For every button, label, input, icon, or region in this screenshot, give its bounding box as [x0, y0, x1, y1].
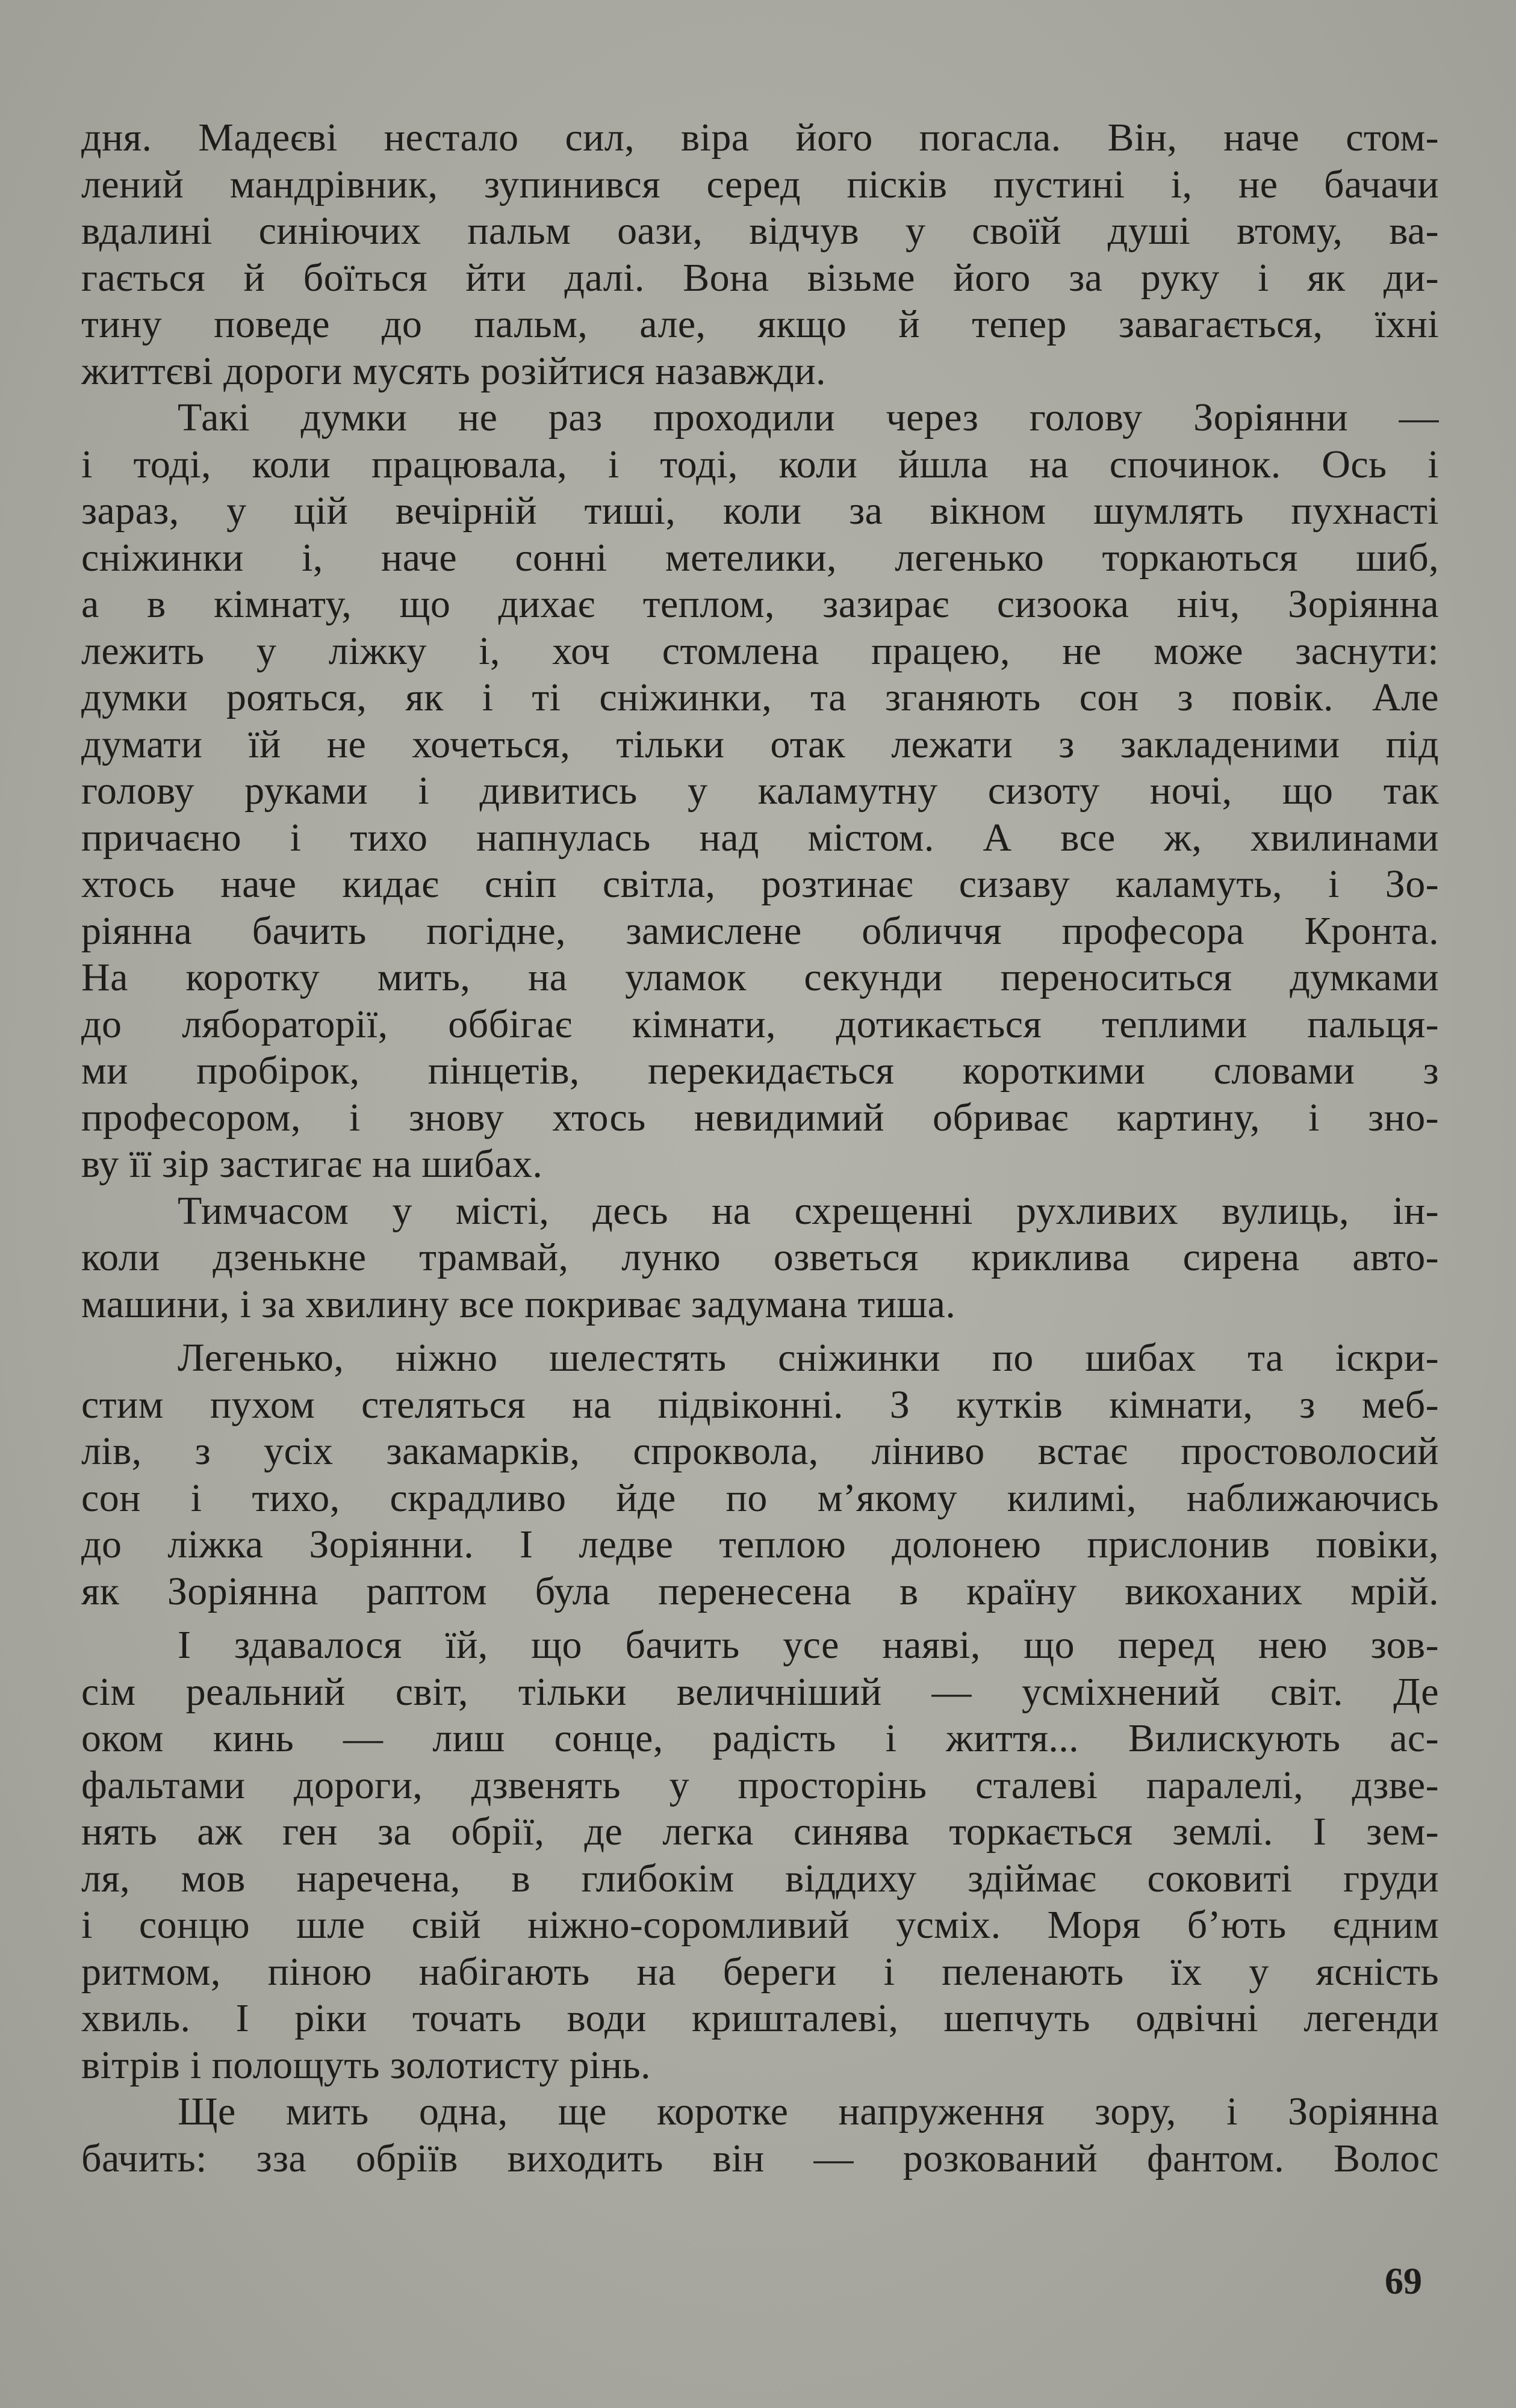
body-text	[81, 114, 1439, 2182]
text-line: Ще мить одна, ще коротке напруження зору, і Зоріянна	[178, 2090, 1439, 2133]
text-line: На коротку мить, на уламок секунди переноситься думками	[81, 955, 1439, 999]
text-line: лежить у ліжку і, хоч стомлена працею, не може заснути:	[81, 628, 1439, 673]
text-line: коли дзенькне трамвай, лунко озветься криклива сирена авто-	[81, 1235, 1439, 1279]
text-line: і сонцю шле свій ніжно-соромливий усміх. Моря б’ють єдним	[81, 1903, 1439, 1947]
text-line: тину поведе до пальм, але, якщо й тепер завагається, їхні	[81, 302, 1439, 346]
text-line: вдалині синіючих пальм оази, відчув у своїй душі втому, ва-	[81, 209, 1439, 253]
text-line: ритмом, піною набігають на береги і пеленають їх у ясність	[81, 1949, 1439, 1994]
text-line: лів, з усіх закамарків, спроквола, ліниво встає простоволосий	[81, 1429, 1439, 1473]
text-line: Тимчасом у місті, десь на схрещенні рухливих вулиць, ін-	[178, 1188, 1439, 1233]
text-line: хвиль. І ріки точать води кришталеві, шепчуть одвічні легенди	[81, 1996, 1439, 2040]
text-line: хтось наче кидає сніп світла, розтинає сизаву каламуть, і Зо-	[81, 862, 1439, 906]
text-line: до ліжка Зоріянни. І ледве теплою долонею прислонив повіки,	[81, 1522, 1439, 1566]
text-line: нять аж ген за обрії, де легка синява торкається землі. І зем-	[81, 1810, 1439, 1854]
text-line: як Зоріянна раптом була перенесена в країну викоханих мрій.	[81, 1569, 1439, 1613]
page-number: 69	[1385, 2261, 1422, 2302]
text-line: дня. Мадеєві нестало сил, віра його погасла. Він, наче стом-	[81, 116, 1439, 160]
text-line: Легенько, ніжно шелестять сніжинки по шибах та іскри-	[178, 1336, 1439, 1380]
text-line: стим пухом стеляться на підвіконні. З кутків кімнати, з меб-	[81, 1382, 1439, 1427]
text-line: сніжинки і, наче сонні метелики, легенько торкаються шиб,	[81, 535, 1439, 580]
text-line: гається й боїться йти далі. Вона візьме його за руку і як ди-	[81, 255, 1439, 300]
text-line: ріянна бачить погідне, замислене обличчя професора Кронта.	[81, 908, 1439, 953]
text-line: зараз, у цій вечірній тиші, коли за вікном шумлять пухнасті	[81, 489, 1439, 533]
text-line: і тоді, коли працювала, і тоді, коли йшла на спочинок. Ось і	[81, 442, 1439, 486]
text-line: думати їй не хочеться, тільки отак лежати з закладеними під	[81, 722, 1439, 766]
text-line: лений мандрівник, зупинився серед пісків пустині і, не бачачи	[81, 162, 1439, 206]
text-line: думки рояться, як і ті сніжинки, та зганяють сон з повік. Але	[81, 675, 1439, 719]
text-line: життєві дороги мусять розійтися назавжди.	[81, 349, 826, 393]
text-line: Такі думки не раз проходили через голову Зоріянни —	[178, 396, 1439, 439]
text-line: а в кімнату, що дихає теплом, зазирає сизоока ніч, Зоріянна	[81, 582, 1439, 626]
text-line: І здавалося їй, що бачить усе наяві, що перед нею зов-	[178, 1623, 1439, 1667]
text-line: сон і тихо, скрадливо йде по м’якому килимі, наближаючись	[81, 1476, 1439, 1520]
text-line: фальтами дороги, дзвенять у просторінь сталеві паралелі, дзве-	[81, 1763, 1439, 1807]
text-line: вітрів і полощуть золотисту рінь.	[81, 2043, 651, 2087]
text-line: ми пробірок, пінцетів, перекидається короткими словами з	[81, 1049, 1439, 1093]
text-line: машини, і за хвилину все покриває задумана тиша.	[81, 1282, 956, 1326]
text-line: сім реальний світ, тільки величніший — усміхнений світ. Де	[81, 1669, 1439, 1714]
text-line: голову руками і дивитись у каламутну сизоту ночі, що так	[81, 769, 1439, 813]
text-line: ля, мов наречена, в глибокім віддиху здіймає соковиті груди	[81, 1856, 1439, 1901]
text-line: оком кинь — лиш сонце, радість і життя... Вилискують ас-	[81, 1716, 1439, 1760]
text-line: до лябораторії, оббігає кімнати, дотикається теплими пальця-	[81, 1002, 1439, 1046]
text-line: бачить: зза обріїв виходить він — розкований фантом. Волос	[81, 2136, 1439, 2180]
text-line: ву її зір застигає на шибах.	[81, 1142, 543, 1186]
text-line: причаєно і тихо напнулась над містом. А все ж, хвилинами	[81, 815, 1439, 860]
text-line: професором, і знову хтось невидимий обриває картину, і зно-	[81, 1095, 1439, 1140]
